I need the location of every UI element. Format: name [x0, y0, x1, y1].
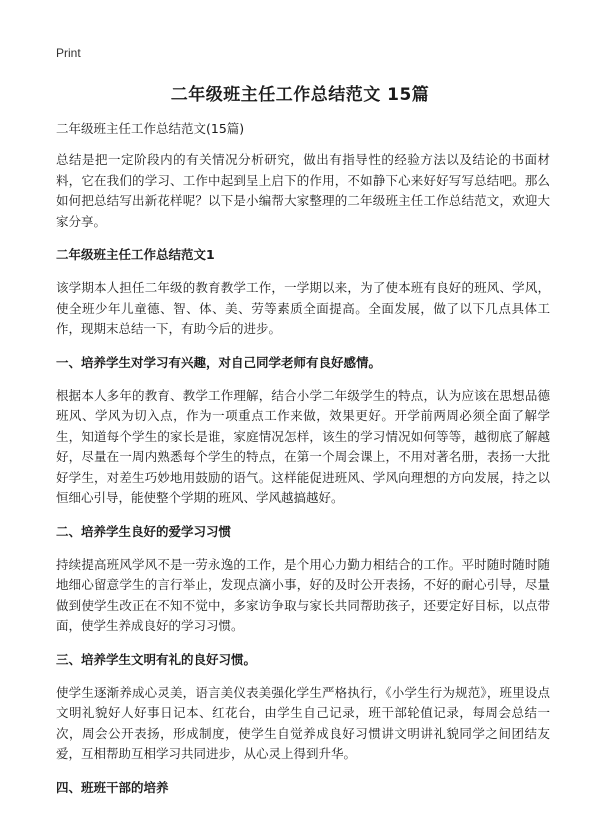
point-heading-3: 三、培养学生文明有礼的良好习惯。	[56, 651, 257, 667]
point-paragraph-3: 使学生逐渐养成心灵美，语言美仪表美强化学生严格执行，《小学生行为规范》，班里设点文明礼貌好人好事日记本、红花台，由学生自己记录，班干部轮值记录，每周会总结一次，周会公开表扬，形成制度，使学生自觉养成良好习惯讲文明讲礼貌同学之间团结友爱，互相帮助互相学习共同进步，从心灵上得到升华。	[56, 684, 550, 761]
print-link[interactable]: Print	[56, 46, 81, 60]
document-subtitle: 二年级班主任工作总结范文(15篇)	[56, 121, 245, 136]
document-body	[56, 120, 550, 811]
point-heading-1: 一、培养学生对学习有兴趣，对自己同学老师有良好感情。	[56, 354, 382, 370]
point-heading-2: 二、培养学生良好的爱学习习惯	[56, 523, 232, 539]
page-title: 二年级班主任工作总结范文 15篇	[170, 85, 430, 105]
intro-paragraph: 总结是把一定阶段内的有关情况分析研究，做出有指导性的经验方法以及结论的书面材料，它在我们的学习、工作中起到呈上启下的作用，不如静下心来好好写写总结吧。那么如何把总结写出新花样呢？以下是小编帮大家整理的二年级班主任工作总结范文，欢迎大家分享。	[56, 152, 550, 229]
section-paragraph: 该学期本人担任二年级的教育教学工作，一学期以来，为了使本班有良好的班风、学风，使全班少年儿童德、智、体、美、劳等素质全面提高。全面发展，做了以下几点具体工作，现期末总结一下，有助今后的进步。	[56, 280, 550, 336]
section-heading: 二年级班主任工作总结范文1	[56, 247, 215, 262]
point-heading-4: 四、班班干部的培养	[56, 779, 169, 795]
point-paragraph-1: 根据本人多年的教育、教学工作理解，结合小学二年级学生的特点，认为应该在思想品德班风、学风为切入点，作为一项重点工作来做，效果更好。开学前两周必须全面了解学生，知道每个学生的家长是谁，家庭情况怎样，该生的学习情况如何等等，越彻底了解越好，尽量在一周内熟悉每个学生的特点，在第一个周会课上，不用对著名册，表扬一大批好学生，对差生巧妙地用鼓励的语气。这样能促进班风、学风向理想的方向发展，持之以恒细心引导，能使整个学期的班风、学风越搞越好。	[56, 387, 550, 505]
point-paragraph-2: 持续提高班风学风不是一劳永逸的工作，是个用心力勤力相结合的工作。平时随时随时随地细心留意学生的言行举止，发现点滴小事，好的及时公开表扬，不好的耐心引导，尽量做到使学生改正在不知不觉中，多家访争取与家长共同帮助孩子，还要定好目标，以点带面，使学生养成良好的学习习惯。	[56, 556, 550, 633]
